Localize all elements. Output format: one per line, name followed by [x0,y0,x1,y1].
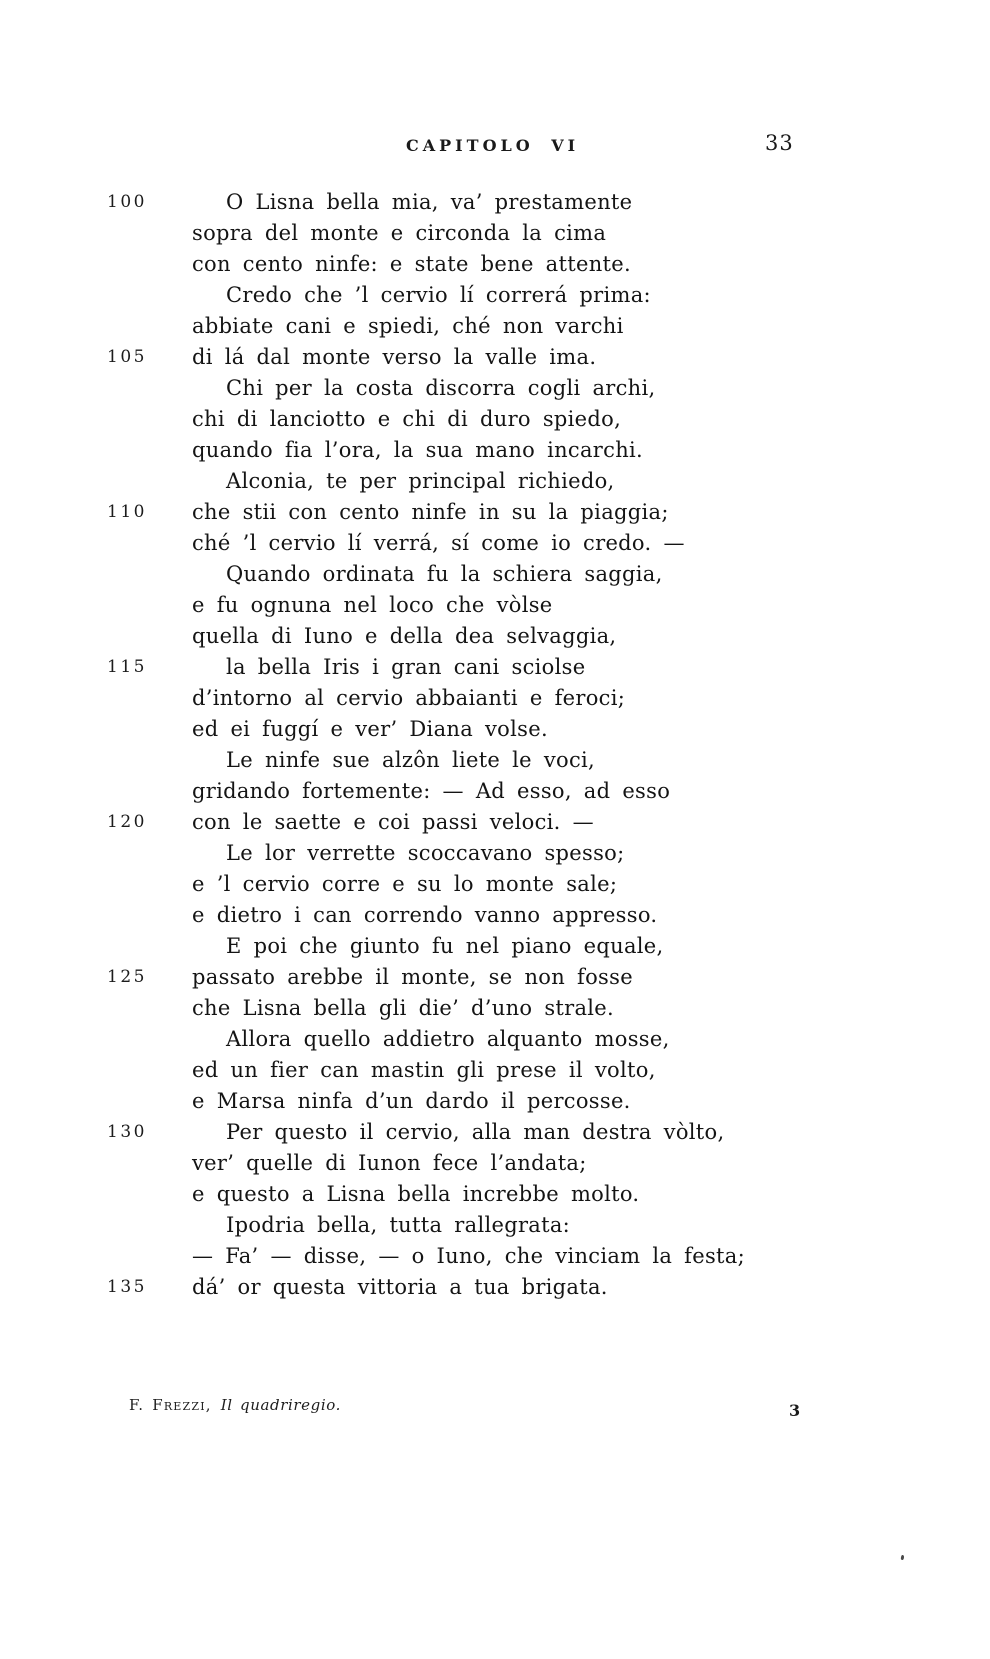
verse-text: gridando fortemente: — Ad esso, ad esso [192,779,671,803]
poem-line [0,1241,990,1272]
verse-text: ed ei fuggí e ver’ Diana volse. [192,717,548,741]
poem-line [0,311,990,342]
verse-text: quando fia l’ora, la sua mano incarchi. [192,438,644,462]
footer-citation [129,1396,341,1414]
poem-line [0,1055,990,1086]
verse-text: Allora quello addietro alquanto mosse, [226,1027,670,1051]
poem-line [0,900,990,931]
verse-number: 120 [107,812,147,832]
verse-text: e ’l cervio corre e su lo monte sale; [192,872,618,896]
poem [0,187,990,1303]
verse-text: che stii con cento ninfe in su la piaggia; [192,500,669,524]
verse-number: 125 [107,967,147,987]
verse-text: ver’ quelle di Iunon fece l’andata; [192,1151,587,1175]
verse-text: Per questo il cervio, alla man destra vòlto, [226,1120,725,1144]
verse-text: la bella Iris i gran cani sciolse [226,655,586,679]
verse-text: che Lisna bella gli die’ d’uno strale. [192,996,615,1020]
poem-line [0,962,990,993]
poem-line [0,404,990,435]
poem-line [0,342,990,373]
footer-author: F. Frezzi, [129,1396,212,1414]
poem-line [0,776,990,807]
verse-text: ed un fier can mastin gli prese il volto, [192,1058,656,1082]
poem-line [0,714,990,745]
verse-text: con cento ninfe: e state bene attente. [192,252,631,276]
verse-number: 135 [107,1277,147,1297]
poem-line [0,218,990,249]
verse-text: chi di lanciotto e chi di duro spiedo, [192,407,622,431]
poem-line [0,1117,990,1148]
verse-text: Quando ordinata fu la schiera saggia, [226,562,663,586]
poem-line [0,869,990,900]
print-speck [901,1555,905,1561]
verse-text: Alconia, te per principal richiedo, [226,469,615,493]
poem-line [0,590,990,621]
verse-text: Le ninfe sue alzôn liete le voci, [226,748,596,772]
verse-text: Credo che ’l cervio lí correrá prima: [226,283,651,307]
poem-line [0,497,990,528]
chapter-heading: CAPITOLO VI [406,136,580,155]
poem-line [0,1179,990,1210]
verse-text: con le saette e coi passi veloci. — [192,810,594,834]
poem-line [0,1148,990,1179]
poem-line [0,683,990,714]
verse-text: O Lisna bella mia, va’ prestamente [226,190,633,214]
verse-text: sopra del monte e circonda la cima [192,221,607,245]
verse-text: e fu ognuna nel loco che vòlse [192,593,553,617]
poem-line [0,280,990,311]
footer-work-title: Il quadriregio. [220,1396,341,1414]
verse-number: 115 [107,657,147,677]
poem-line [0,993,990,1024]
verse-text: — Fa’ — disse, — o Iuno, che vinciam la festa; [192,1244,745,1268]
poem-line [0,931,990,962]
verse-text: e dietro i can correndo vanno appresso. [192,903,658,927]
poem-line [0,466,990,497]
verse-number: 105 [107,347,147,367]
page-number: 33 [765,131,794,155]
poem-line [0,745,990,776]
poem-line [0,1024,990,1055]
verse-number: 130 [107,1122,147,1142]
poem-line [0,559,990,590]
verse-text: abbiate cani e spiedi, ché non varchi [192,314,624,338]
verse-text: e questo a Lisna bella increbbe molto. [192,1182,640,1206]
verse-text: d’intorno al cervio abbaianti e feroci; [192,686,626,710]
verse-text: ché ’l cervio lí verrá, sí come io credo. — [192,531,685,555]
verse-text: Le lor verrette scoccavano spesso; [226,841,625,865]
poem-line [0,187,990,218]
verse-text: passato arebbe il monte, se non fosse [192,965,633,989]
verse-text: Ipodria bella, tutta rallegrata: [226,1213,571,1237]
poem-line [0,652,990,683]
verse-number: 110 [107,502,147,522]
verse-text: e Marsa ninfa d’un dardo il percosse. [192,1089,631,1113]
signature-number: 3 [789,1401,801,1420]
poem-line [0,838,990,869]
poem-line [0,373,990,404]
poem-line [0,1272,990,1303]
poem-line [0,621,990,652]
verse-text: E poi che giunto fu nel piano equale, [226,934,664,958]
verse-text: quella di Iuno e della dea selvaggia, [192,624,617,648]
poem-line [0,1086,990,1117]
verse-text: Chi per la costa discorra cogli archi, [226,376,656,400]
poem-line [0,249,990,280]
poem-line [0,1210,990,1241]
verse-text: dá’ or questa vittoria a tua brigata. [192,1275,608,1299]
poem-line [0,807,990,838]
verse-text: di lá dal monte verso la valle ima. [192,345,597,369]
poem-line [0,435,990,466]
verse-number: 100 [107,192,147,212]
poem-line [0,528,990,559]
